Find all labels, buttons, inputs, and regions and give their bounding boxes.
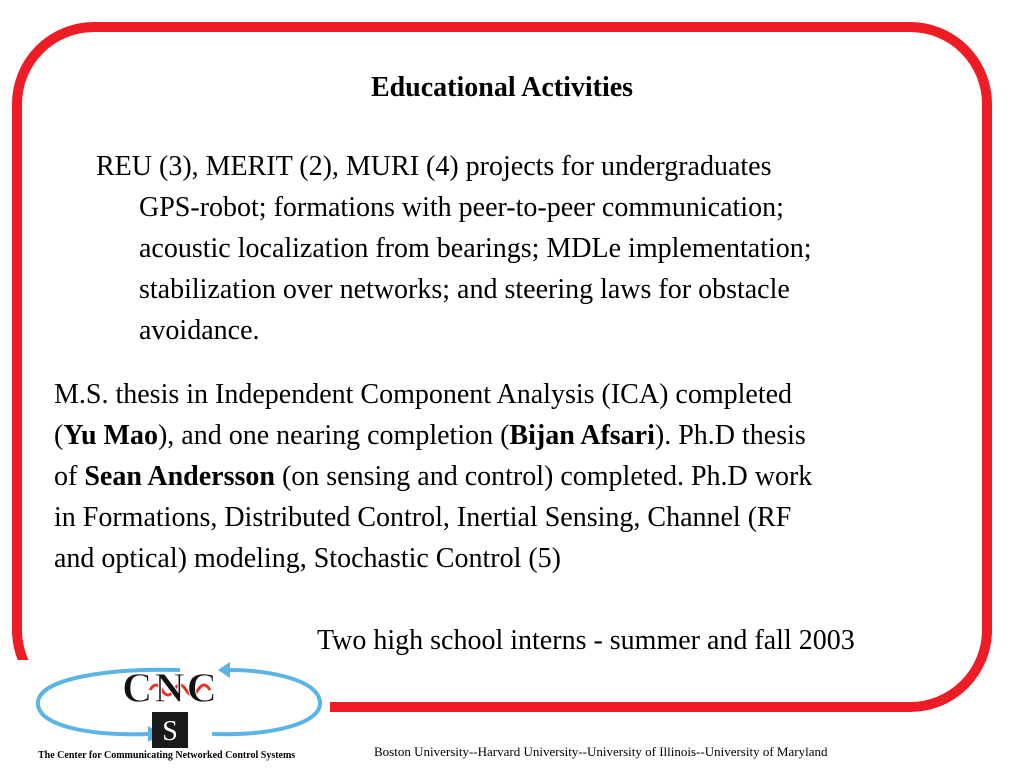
slide-title: Educational Activities: [370, 72, 634, 103]
thesis-line: and optical) modeling, Stochastic Control (5): [54, 543, 562, 574]
bullet-line: GPS-robot; formations with peer-to-peer communication;: [139, 192, 784, 223]
bullet-line: acoustic localization from bearings; MDLe implementation;: [139, 233, 812, 264]
bullet-block: [96, 146, 986, 351]
logo-box-letter: S: [162, 716, 178, 747]
interns-note: Two high school interns - summer and fall 2003: [317, 625, 855, 656]
bullet-continuation: [96, 187, 986, 351]
thesis-line: in Formations, Distributed Control, Inertial Sensing, Channel (RF: [54, 502, 792, 533]
thesis-line: M.S. thesis in Independent Component Analysis (ICA) completed: [54, 379, 793, 410]
student-name-yu-mao: Yu Mao: [63, 420, 158, 451]
bullet-line: avoidance.: [139, 315, 260, 346]
thesis-text: (on sensing and control) completed. Ph.D work: [274, 461, 813, 492]
thesis-paragraph: [54, 374, 994, 579]
bullet-line: REU (3), MERIT (2), MURI (4) projects for undergraduates: [96, 151, 772, 182]
student-name-sean-andersson: Sean Andersson: [84, 461, 275, 492]
logo-caption: The Center for Communicating Networked Control Systems: [38, 750, 296, 761]
thesis-text: of: [54, 461, 85, 492]
thesis-text: ). Ph.D thesis: [654, 420, 806, 451]
footer-universities: Boston University--Harvard University--University of Illinois--University of Maryland: [374, 744, 828, 759]
bullet-line: stabilization over networks; and steering laws for obstacle: [139, 274, 790, 305]
thesis-text: ), and one nearing completion (: [157, 420, 510, 451]
student-name-bijan-afsari: Bijan Afsari: [509, 420, 655, 451]
thesis-line: [54, 415, 994, 456]
thesis-text: (: [54, 420, 64, 451]
slide-frame: [12, 22, 992, 712]
thesis-line: [54, 456, 994, 497]
logo-letters: CNC: [122, 666, 219, 712]
logo-arrow-icon: [218, 662, 230, 678]
